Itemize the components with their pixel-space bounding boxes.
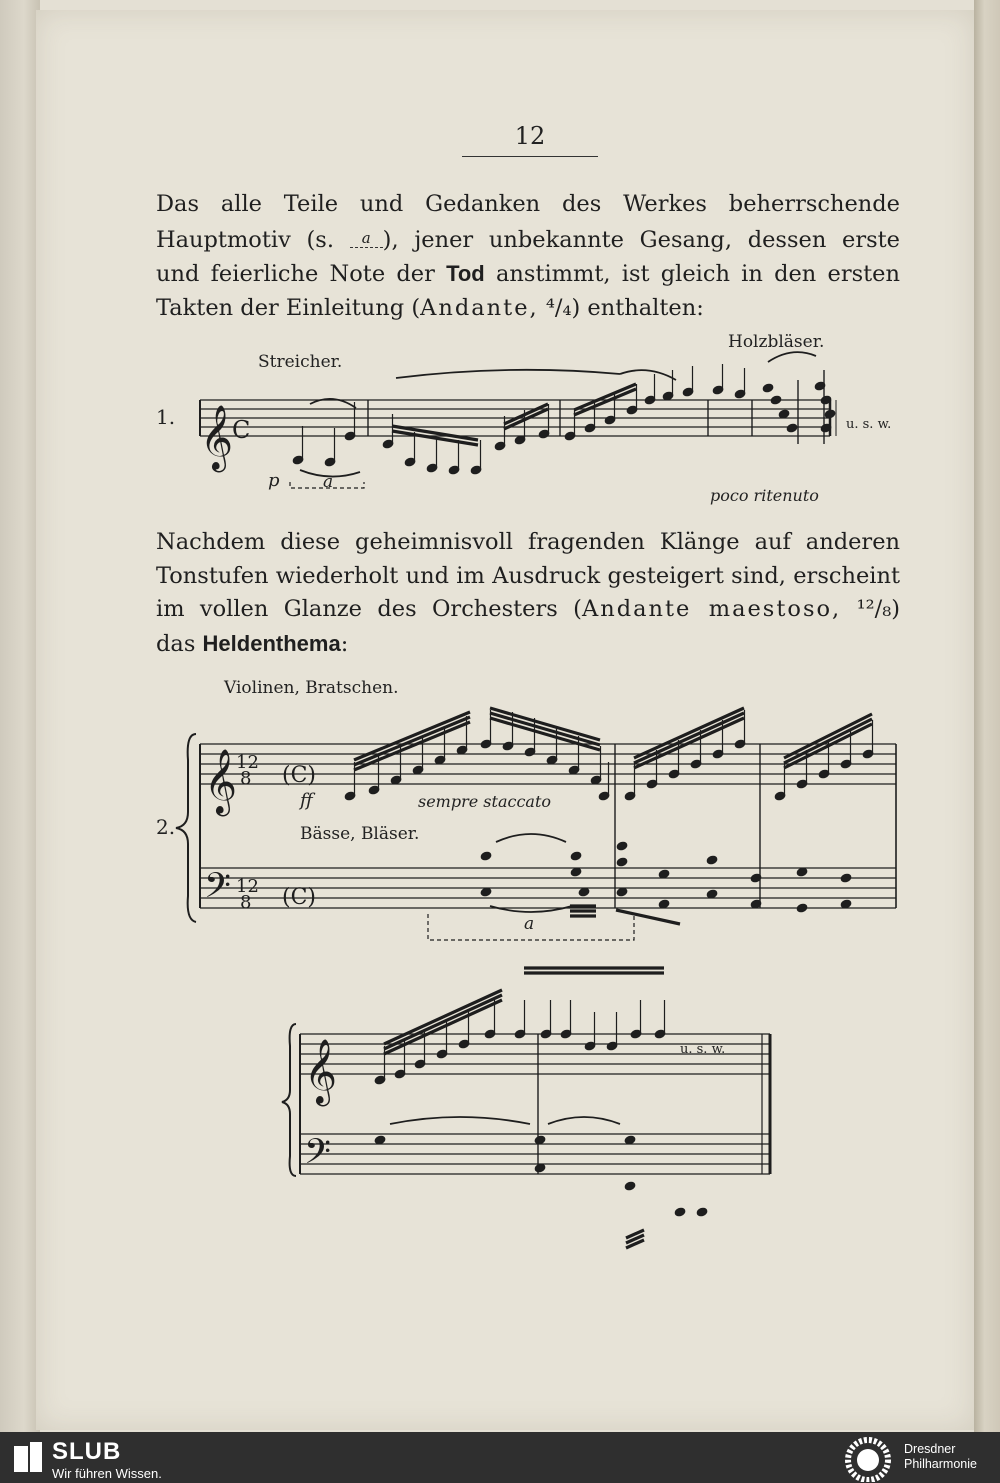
beam [490,713,600,745]
beam [574,384,636,410]
text-run: Takten der Einleitung ( [156,294,421,321]
time-signature-icon: 8 [240,768,252,789]
slur [300,470,360,477]
ex1-motif-label: a [323,472,334,492]
slur [396,370,620,378]
text-run: im vollen Glanze des Orchesters ( [156,596,582,623]
bold-term: Heldenthema [202,630,341,656]
time-signature-icon: 8 [240,892,252,913]
note-head [480,851,492,861]
text-run: Nachdem diese geheimnisvoll fragenden Klänge auf anderen [156,529,900,555]
text-run: ), jener unbekannte Gesang, dessen erste [382,226,900,253]
note-head [616,857,628,867]
ex2-number: 2. [156,815,176,839]
slur [768,352,816,362]
note-head [762,383,774,393]
common-time-icon: C [232,416,251,444]
beam [354,717,470,765]
motif-reference: a [350,229,383,248]
motif-bracket [428,914,634,940]
partner-name [904,1442,977,1472]
ex1-label-winds: Holzbläser. [728,332,825,352]
note-head [624,1181,636,1191]
text-run: das [156,630,203,657]
system-brace [282,1024,296,1176]
ex1-dynamic: p [268,470,280,491]
beam [384,995,502,1049]
beam [354,712,470,760]
tempo-marking: Andante, [420,294,539,321]
footer-bar [0,1432,1000,1483]
system-brace [176,734,196,922]
motif-bracket [290,482,364,488]
treble-clef-icon: 𝄞 [200,405,234,470]
partner-line2: Philharmonie [904,1457,977,1471]
page-number: 12 [514,122,546,150]
ex1-number: 1. [156,405,176,429]
beam [384,1000,502,1054]
note-head [696,1207,708,1217]
slub-logo-icon [12,1440,44,1474]
beam [354,722,470,770]
text-run: anstimmt, ist gleich in den ersten [484,261,900,288]
common-time-icon: (C) [282,885,316,910]
ex2-dynamic: ff [300,790,313,811]
philharmonie-logo-icon [840,1434,896,1482]
time-signature-icon: 12 [236,876,259,897]
ex1-tempo-mark: poco ritenuto [710,486,819,505]
text-run: ¹²/₈) [841,596,900,623]
slur [620,370,676,380]
beam [634,713,744,763]
library-tagline: Wir führen Wissen. [52,1466,162,1481]
treble-clef-icon: 𝄞 [204,749,238,814]
bass-clef-icon: 𝄢 [204,865,232,914]
ex2-articulation: sempre staccato [418,792,551,811]
beam [634,718,744,768]
common-time-icon: (C) [282,763,316,788]
slur [490,906,572,912]
text-run: Das alle Teile und Gedanken des Werkes beherrschende [156,191,900,217]
slur [390,1117,530,1124]
note-head [770,395,782,405]
bold-term: Tod [446,261,485,287]
ex2-label-upper: Violinen, Bratschen. [224,678,399,698]
note-head [616,841,628,851]
text-run: Tonstufen wiederholt und im Ausdruck gesteigert sind, erscheint [156,562,900,589]
ex1-label-strings: Streicher. [258,352,343,372]
text-run: und feierliche Note der [156,261,447,288]
beam [616,910,680,924]
note-head [786,423,798,433]
ex2-label-lower: Bässe, Bläser. [300,824,420,844]
beam [504,409,548,429]
library-name: SLUB [52,1438,122,1465]
time-signature-icon: 12 [236,752,259,773]
beam [504,404,548,424]
beam [634,708,744,758]
bass-clef-icon: 𝄢 [304,1131,332,1180]
ex2-end-text: u. s. w. [680,1042,726,1057]
text-run: Hauptmotiv (s. [156,226,350,253]
note-head [674,1207,686,1217]
partner-line1: Dresdner [904,1442,956,1456]
slur [548,1117,620,1124]
tempo-marking: Andante maestoso, [581,596,842,623]
beam [384,990,502,1044]
text-run: : [340,630,349,657]
text-run: ⁴/₄) enthalten: [538,294,704,321]
note-head [796,903,808,913]
ex1-end-text: u. s. w. [846,417,892,432]
note-head [570,851,582,861]
treble-clef-icon: 𝄞 [304,1039,338,1104]
slur [496,834,566,842]
ex2-motif-label: a [524,914,535,934]
note-head [840,873,852,883]
note-head [706,855,718,865]
